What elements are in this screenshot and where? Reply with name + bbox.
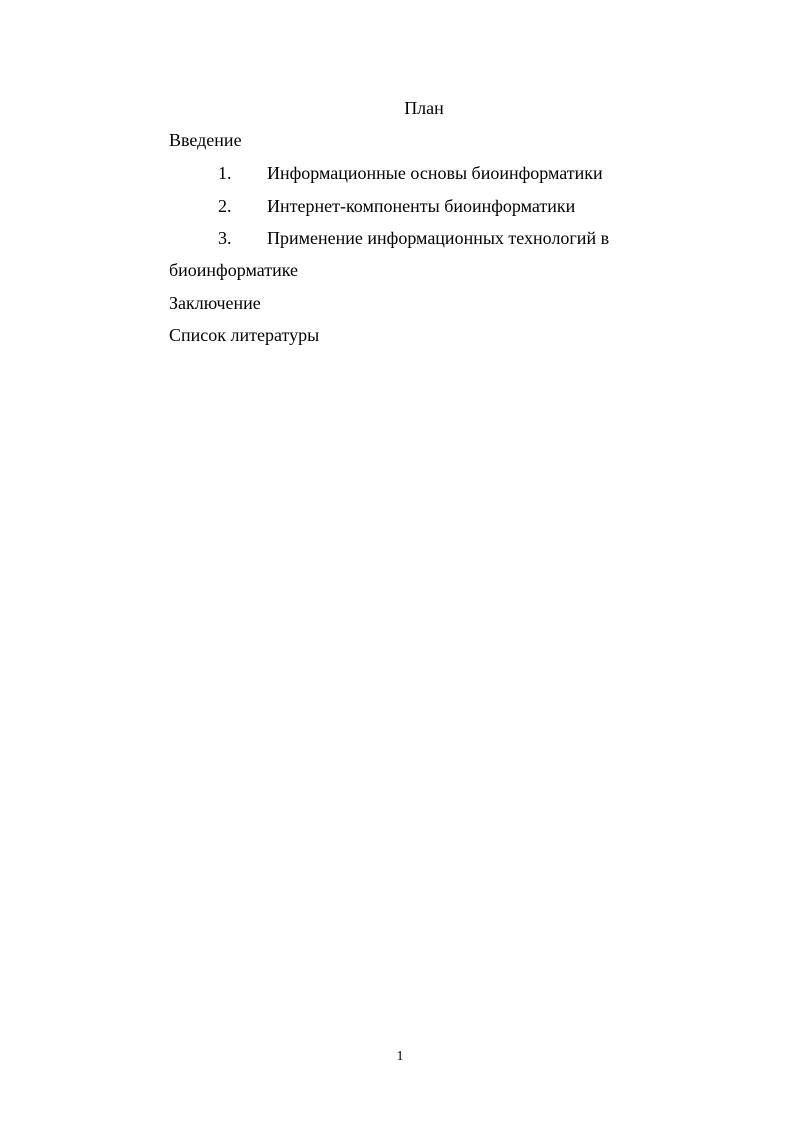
list-item-text-3-continuation: биоинформатике — [169, 260, 299, 280]
list-item-text-2: Интернет-компоненты биоинформатики — [267, 196, 576, 216]
list-item-number-2: 2. — [218, 196, 232, 216]
page-title: План — [404, 98, 444, 118]
intro-heading: Введение — [169, 130, 242, 150]
list-item-text-1: Информационные основы биоинформатики — [267, 163, 603, 183]
page-number: 1 — [396, 1049, 404, 1064]
list-item-number-3: 3. — [218, 228, 232, 248]
conclusion-heading: Заключение — [169, 293, 261, 313]
list-item-text-3: Применение информационных технологий в — [267, 228, 610, 248]
list-item-number-1: 1. — [218, 163, 232, 183]
references-heading: Список литературы — [169, 325, 320, 345]
